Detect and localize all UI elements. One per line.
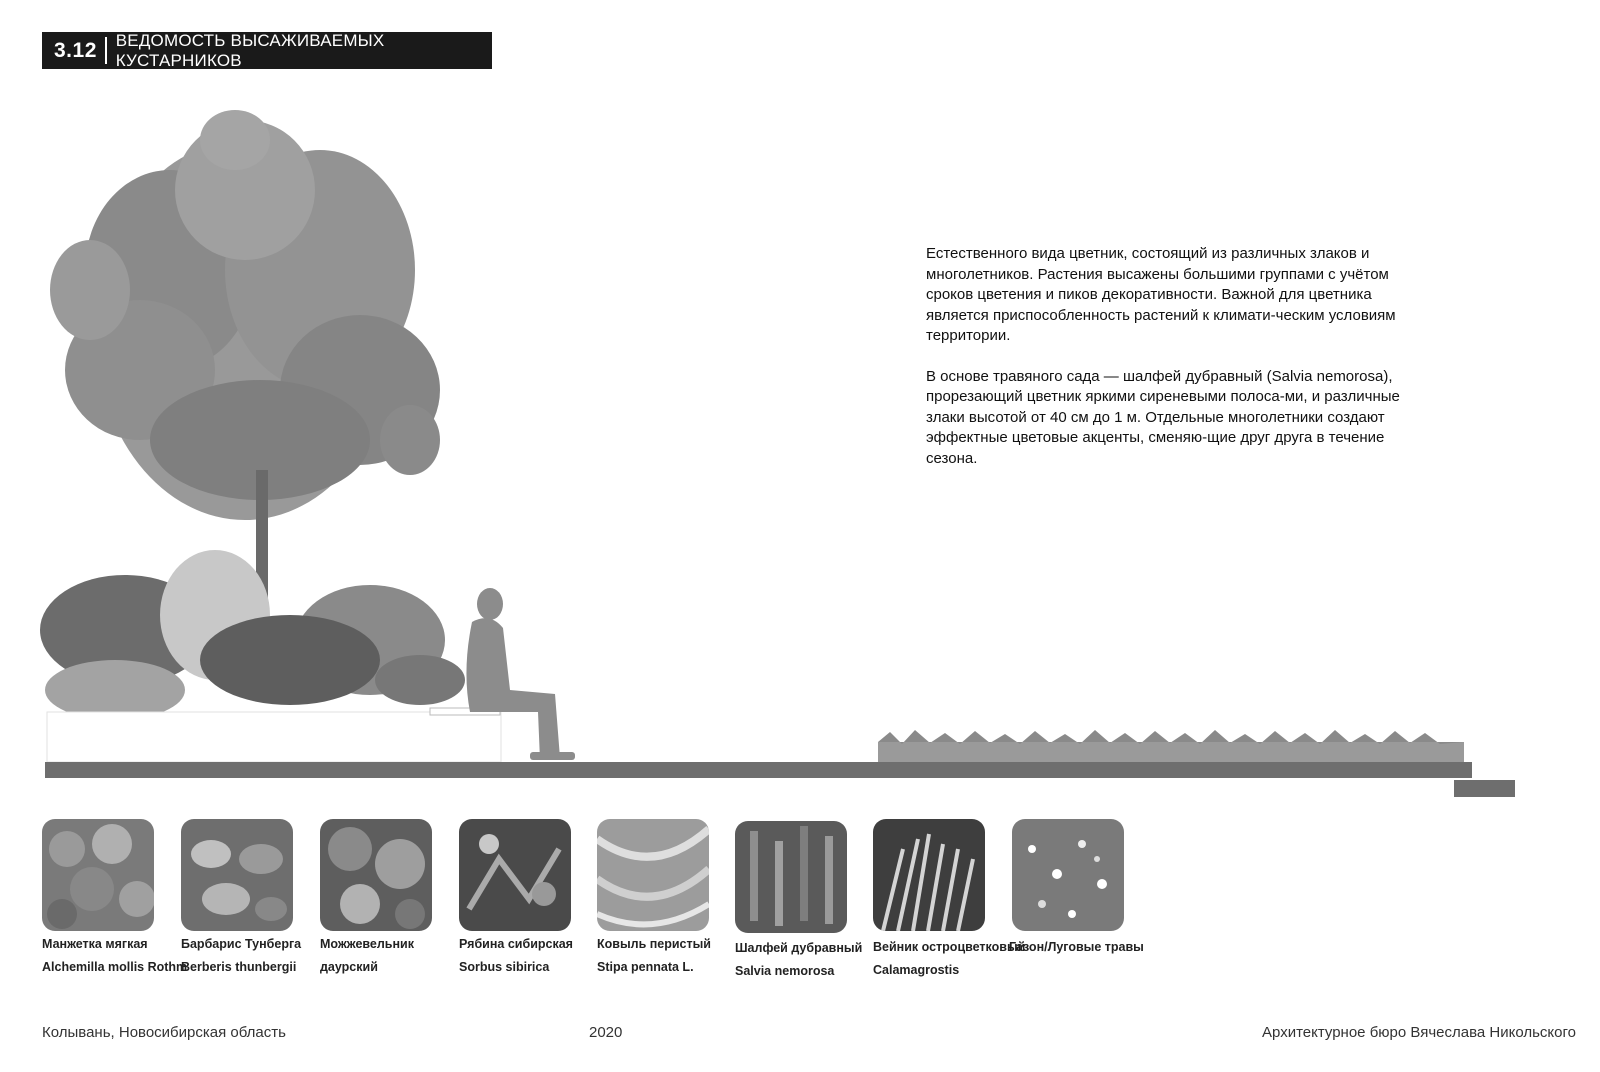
shrub-group [40, 550, 465, 720]
ground-step [1454, 780, 1515, 797]
plant-name: Рябина сибирская [459, 937, 573, 951]
plant-name: Манжетка мягкая [42, 937, 148, 951]
plant-card [42, 819, 188, 975]
section-title: ВЕДОМОСТЬ ВЫСАЖИВАЕМЫХ КУСТАРНИКОВ [115, 30, 385, 70]
planter-wall [47, 712, 501, 762]
meadow-grass [878, 730, 1464, 762]
plant-photo [735, 821, 847, 933]
plant-name: Вейник остроцветковый [873, 940, 1026, 954]
plant-name: Можжевельник [320, 937, 414, 951]
plant-photo [42, 819, 154, 931]
description-paragraph-2: В основе травяного сада — шалфей дубравный (Salvia nemorosa), прорезающий цветник яркими сиреневыми полоса-ми, и различные злаки высотой от 40 см до 1 м. Отдельные многолетники создают эффектные цветовые акценты, сменяю-щие друг друга в течение сезона. [926, 367, 1400, 467]
plant-card [181, 819, 317, 975]
plant-photo [597, 819, 709, 931]
plant-name: Барбарис Тунберга [181, 937, 302, 951]
plant-latin-name: Calamagrostis [873, 963, 960, 977]
footer-year: 2020 [589, 1024, 623, 1041]
plant-latin-name: Sorbus sibirica [459, 960, 550, 974]
plant-name: Газон/Луговые травы [1009, 940, 1144, 954]
plant-card [735, 821, 871, 979]
plant-name: Шалфей дубравный [735, 941, 863, 955]
plant-photo [873, 819, 985, 931]
description-text [926, 244, 1401, 489]
plant-latin-name: даурский [320, 960, 378, 974]
plant-card [1009, 819, 1148, 962]
footer-bureau: Архитектурное бюро Вячеслава Никольского [1262, 1024, 1576, 1041]
tree-canopy [50, 110, 440, 520]
plant-photo [181, 819, 293, 931]
plant-latin-name: Alchemilla mollis Rothm [42, 960, 188, 974]
section-number: 3.12 [54, 38, 97, 62]
ground-line [45, 762, 1472, 778]
description-paragraph-1: Естественного вида цветник, состоящий из различных злаков и многолетников. Растения высажены большими группами с учётом сроков цветения и пиков декоративности. Важной для цветника является приспособленность растений к климати-ческим условиям территории. [926, 245, 1396, 344]
plant-card [320, 819, 456, 975]
plant-name: Ковыль перистый [597, 937, 711, 951]
plant-photo [320, 819, 432, 931]
plant-card [459, 819, 595, 975]
plant-latin-name: Stipa pennata L. [597, 960, 694, 974]
plant-photo [459, 819, 571, 931]
plant-photo [1012, 819, 1124, 931]
footer-location: Колывань, Новосибирская область [42, 1024, 286, 1041]
plant-card [597, 819, 733, 975]
plant-card [873, 819, 1026, 978]
plant-latin-name: Berberis thunbergii [181, 960, 297, 974]
plant-latin-name: Salvia nemorosa [735, 964, 835, 978]
